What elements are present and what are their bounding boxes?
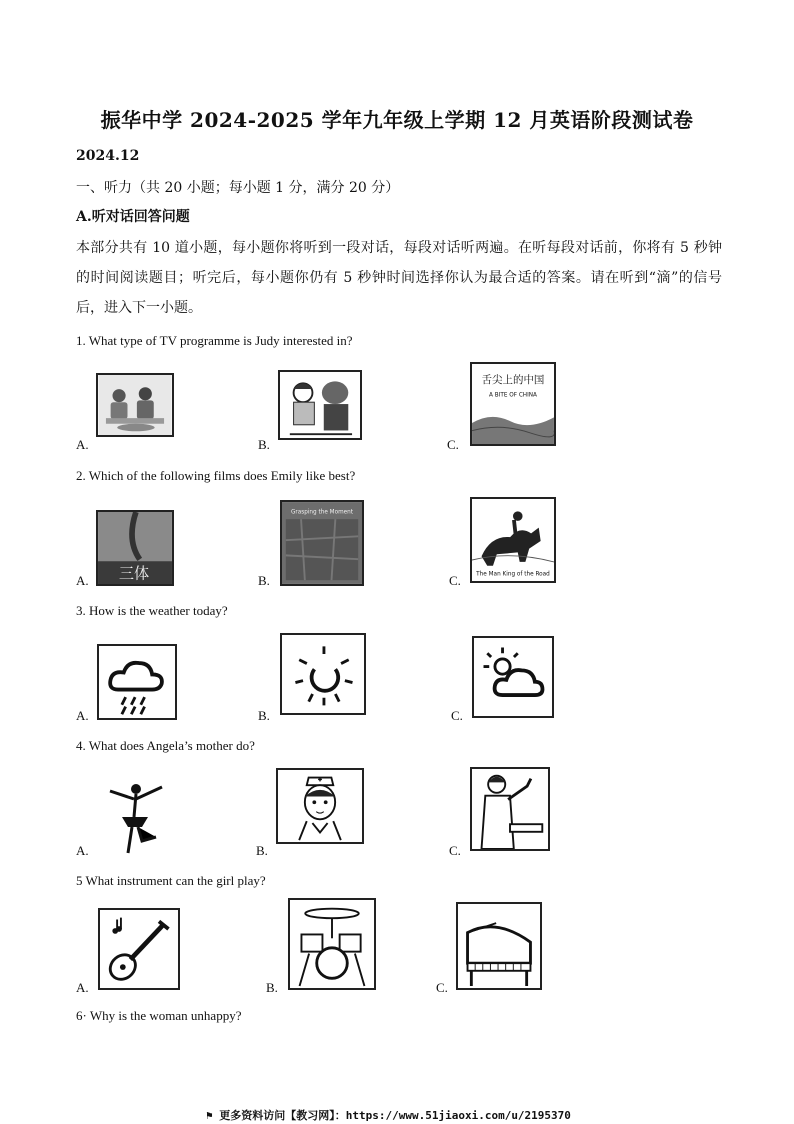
nurse-icon	[276, 768, 364, 844]
question-3: 3. How is the weather today?	[76, 603, 228, 618]
question-5: 5 What instrument can the girl play?	[76, 873, 266, 888]
question-2: 2. Which of the following films does Emily like best?	[76, 468, 356, 483]
poster-title-cn: 舌尖上的中国	[481, 374, 545, 387]
q4-option-a-label: A.	[76, 843, 89, 858]
q2-option-a-label: A.	[76, 573, 89, 588]
q2-option-b-label: B.	[258, 573, 270, 588]
exam-date: 2024.12	[76, 148, 140, 164]
talk-show-picture-icon	[96, 373, 174, 437]
partly-cloudy-icon	[472, 636, 554, 718]
q1-option-b-label: B.	[258, 437, 270, 452]
footer-link-text	[206, 1107, 571, 1123]
q2-option-c-label: C.	[449, 573, 461, 588]
exam-title: 振华中学 2024-2025 学年九年级上学期 12 月英语阶段测试卷	[100, 108, 694, 132]
instructions: 本部分共有 10 道小题，每小题你将听到一段对话，每段对话听两遍。在听每段对话前，你将有 5 秒钟的时间阅读题目；听完后，每小题你仍有 5 秒钟时间选择你认为最合适的答案。请在听到“滴”的信号后，进入下一小题。	[76, 240, 722, 316]
documentary-picture-icon	[470, 362, 556, 446]
question-4: 4. What does Angela’s mother do?	[76, 738, 255, 753]
q1-option-a-label: A.	[76, 437, 89, 452]
q3-option-a-label: A.	[76, 708, 89, 723]
dancer-icon	[96, 777, 174, 855]
flag-icon: ⚑	[206, 1109, 220, 1122]
section-heading: 一、听力（共 20 小题；每小题 1 分，满分 20 分）	[76, 180, 400, 196]
sunny-icon	[280, 633, 366, 715]
q5-option-a-label: A.	[76, 980, 89, 995]
guitar-icon	[98, 908, 180, 990]
q1-option-c-label: C.	[447, 437, 459, 452]
teacher-icon	[470, 767, 550, 851]
q4-option-c-label: C.	[449, 843, 461, 858]
footer-text: 更多资料访问【教习网】：https://www.51jiaoxi.com/u/2195370	[219, 1109, 571, 1122]
poster-title-crowd: Grasping the Moment	[291, 509, 353, 516]
q3-option-c-label: C.	[451, 708, 463, 723]
poster-title-en: A BITE OF CHINA	[489, 392, 537, 399]
question-1: 1. What type of TV programme is Judy interested in?	[76, 333, 353, 348]
drums-icon	[288, 898, 376, 990]
q4-option-b-label: B.	[256, 843, 268, 858]
piano-icon	[456, 902, 542, 990]
q5-option-c-label: C.	[436, 980, 448, 995]
question-6: 6· Why is the woman unhappy?	[76, 1008, 242, 1023]
q5-option-b-label: B.	[266, 980, 278, 995]
film-poster-horse-icon	[470, 497, 556, 583]
poster-title-horse: The Man King of the Road	[476, 571, 550, 578]
subsection-heading: A.听对话回答问题	[76, 209, 190, 225]
rainy-icon	[97, 644, 177, 720]
poster-title-santi: 三体	[118, 564, 150, 583]
film-poster-santi-icon	[96, 510, 174, 586]
q3-option-b-label: B.	[258, 708, 270, 723]
cartoon-picture-icon	[278, 370, 362, 440]
film-poster-crowd-icon	[280, 500, 364, 586]
